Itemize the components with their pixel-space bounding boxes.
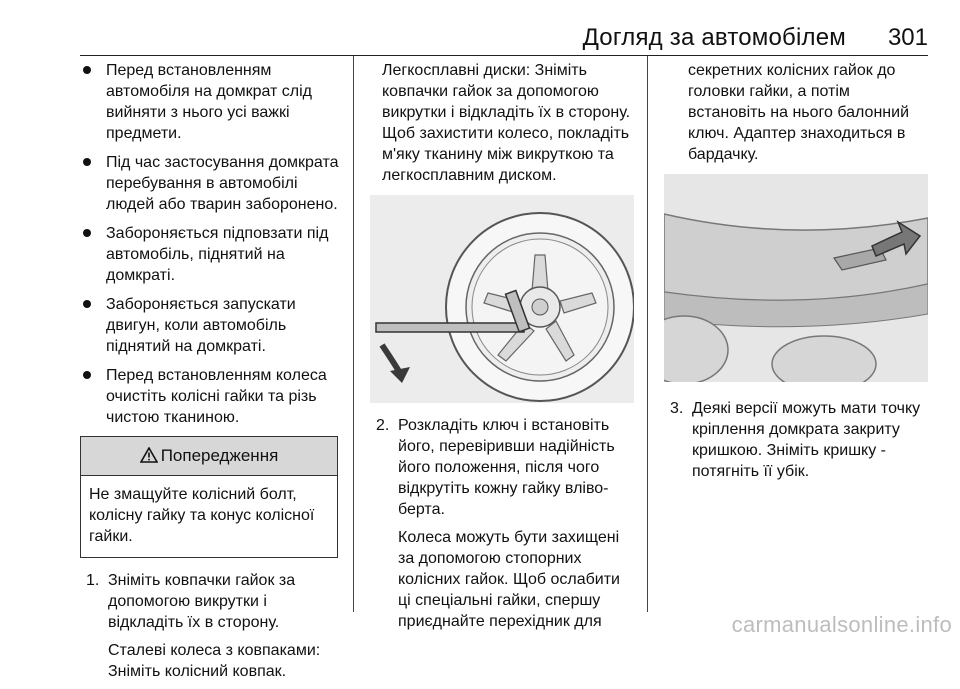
header-divider [80,55,928,56]
alloy-wheel-text: Легкосплавні диски: Зніміть ковпачки гайок за допомогою викрутки і відкладіть їх в сторону. Щоб захистити колесо, покладіть м'яку тканину між викруткою та легкосплавним диском. [382,62,631,184]
step-item [664,398,930,482]
precaution-item: Перед встановленням колеса очистіть колісні гайки та різь чистою тканиною. [80,365,342,428]
step-number: 3. [670,400,684,417]
warning-text: Не змащуйте колісний болт, колісну гайку та конус колісної гайки. [89,486,315,545]
step-number: 2. [376,417,390,434]
page-title: Догляд за автомобілем [582,24,846,51]
steps-list-1 [80,570,342,682]
step-text: Зніміть ковпачки гайок за допомогою викрутки і відкладіть їх в сторону. [108,572,296,631]
warning-title: Попередження [160,446,279,465]
step-number: 1. [86,572,100,589]
bullet-icon [83,229,91,237]
column-1 [80,60,342,689]
step-text: Деякі версії можуть мати точку кріплення домкрата закриту кришкою. Зніміть кришку - потягніть її убік. [692,400,921,480]
adapter-text: секретних колісних гайок до головки гайки, а потім встановіть на нього балонний ключ. Адаптер знаходиться в бардачку. [688,62,909,163]
column-3 [664,60,930,489]
watermark: carmanualsonline.info [731,612,952,637]
bullet-icon [83,371,91,379]
precaution-list [80,60,342,428]
precaution-item: Під час застосування домкрата перебування в автомобілі людей або тварин заборонено. [80,152,342,215]
column-divider-1 [353,56,354,612]
precaution-item: Забороняється підповзати під автомобіль, піднятий на домкраті. [80,223,342,286]
step-item [370,415,636,632]
step-text: Розкладіть ключ і встановіть його, перевіривши надійність його положення, після чого відкрутіть кожну гайку влівоберта. [398,417,615,518]
column-2 [370,60,636,639]
bullet-icon [83,158,91,166]
page-number: 301 [887,24,928,51]
bullet-icon [83,66,91,74]
column-divider-2 [647,56,648,612]
precaution-item: Забороняється запускати двигун, коли автомобіль піднятий на домкраті. [80,294,342,357]
jack-point-under-car-illustration [664,174,928,382]
steps-list-2 [370,415,636,632]
bullet-icon [83,300,91,308]
page-header [0,0,960,56]
warning-header [81,437,337,476]
wheel-with-wrench-illustration [370,195,634,403]
warning-box [80,436,338,558]
precaution-item: Перед встановленням автомобіля на домкрат слід вийняти з нього усі важкі предмети. [80,60,342,144]
step-item [80,570,342,682]
steps-list-3 [664,398,930,482]
warning-triangle-icon [140,439,158,477]
step-note: Сталеві колеса з ковпаками: Зніміть колісний ковпак. [108,642,321,680]
step-note: Колеса можуть бути захищені за допомогою стопорних колісних гайок. Щоб ослабити ці спеціальні гайки, спершу приєднайте перехідник для [398,529,620,630]
